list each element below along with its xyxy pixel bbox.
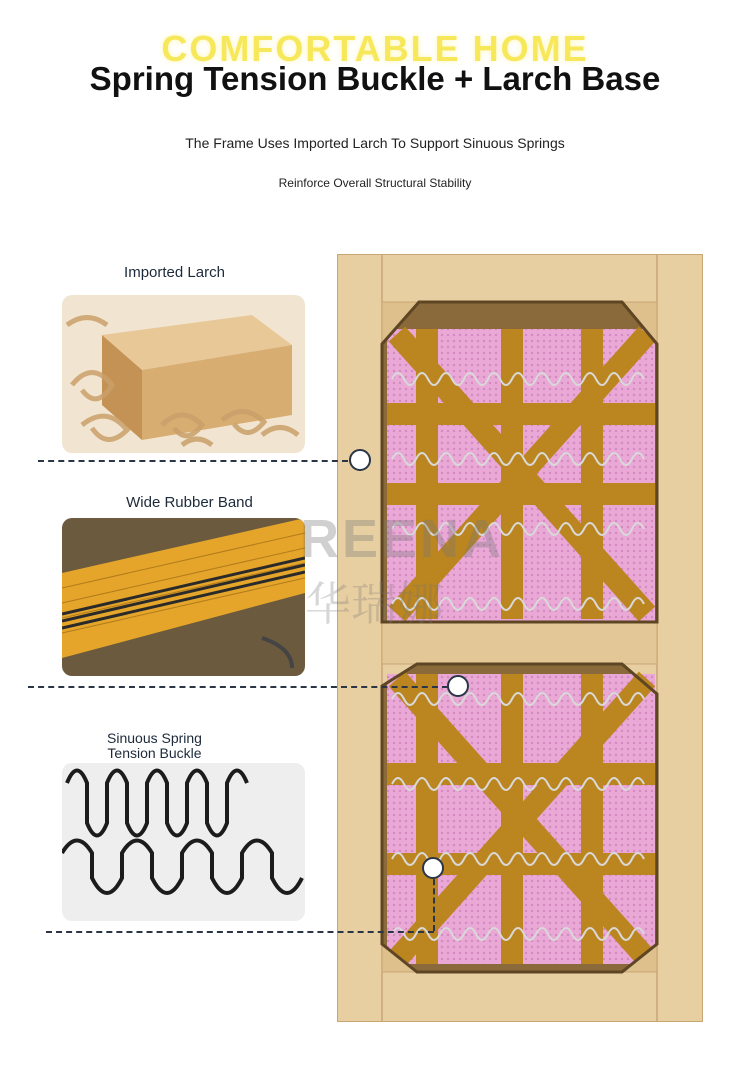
watermark-latin: REENA bbox=[300, 509, 505, 569]
subtitle-primary: The Frame Uses Imported Larch To Support Sinuous Springs bbox=[185, 135, 565, 151]
callout-connector-spring bbox=[433, 870, 435, 931]
rubber-band-image bbox=[62, 518, 305, 676]
subtitle-secondary: Reinforce Overall Structural Stability bbox=[278, 176, 472, 190]
callout-marker-spring bbox=[422, 857, 444, 879]
sinuous-spring-image bbox=[62, 763, 305, 921]
watermark-cjk: 华瑞娜 bbox=[305, 578, 443, 630]
sofa-base-frame-image bbox=[337, 254, 703, 1022]
callout-line-rubber-band bbox=[28, 686, 448, 688]
callout-line-spring bbox=[46, 931, 434, 933]
feature-label-larch: Imported Larch bbox=[124, 264, 225, 281]
page-title: Spring Tension Buckle + Larch Base bbox=[89, 60, 661, 97]
brand-text: COMFORTABLE HOME bbox=[161, 28, 589, 69]
callout-marker-rubber-band bbox=[447, 675, 469, 697]
feature-label-spring-line1: Sinuous Spring bbox=[107, 730, 202, 746]
callout-marker-larch bbox=[349, 449, 371, 471]
larch-wood-image bbox=[62, 295, 305, 453]
feature-label-spring bbox=[62, 731, 247, 761]
feature-label-spring-line2: Tension Buckle bbox=[107, 745, 202, 761]
callout-line-larch bbox=[38, 460, 348, 462]
feature-label-rubber-band: Wide Rubber Band bbox=[126, 494, 253, 511]
